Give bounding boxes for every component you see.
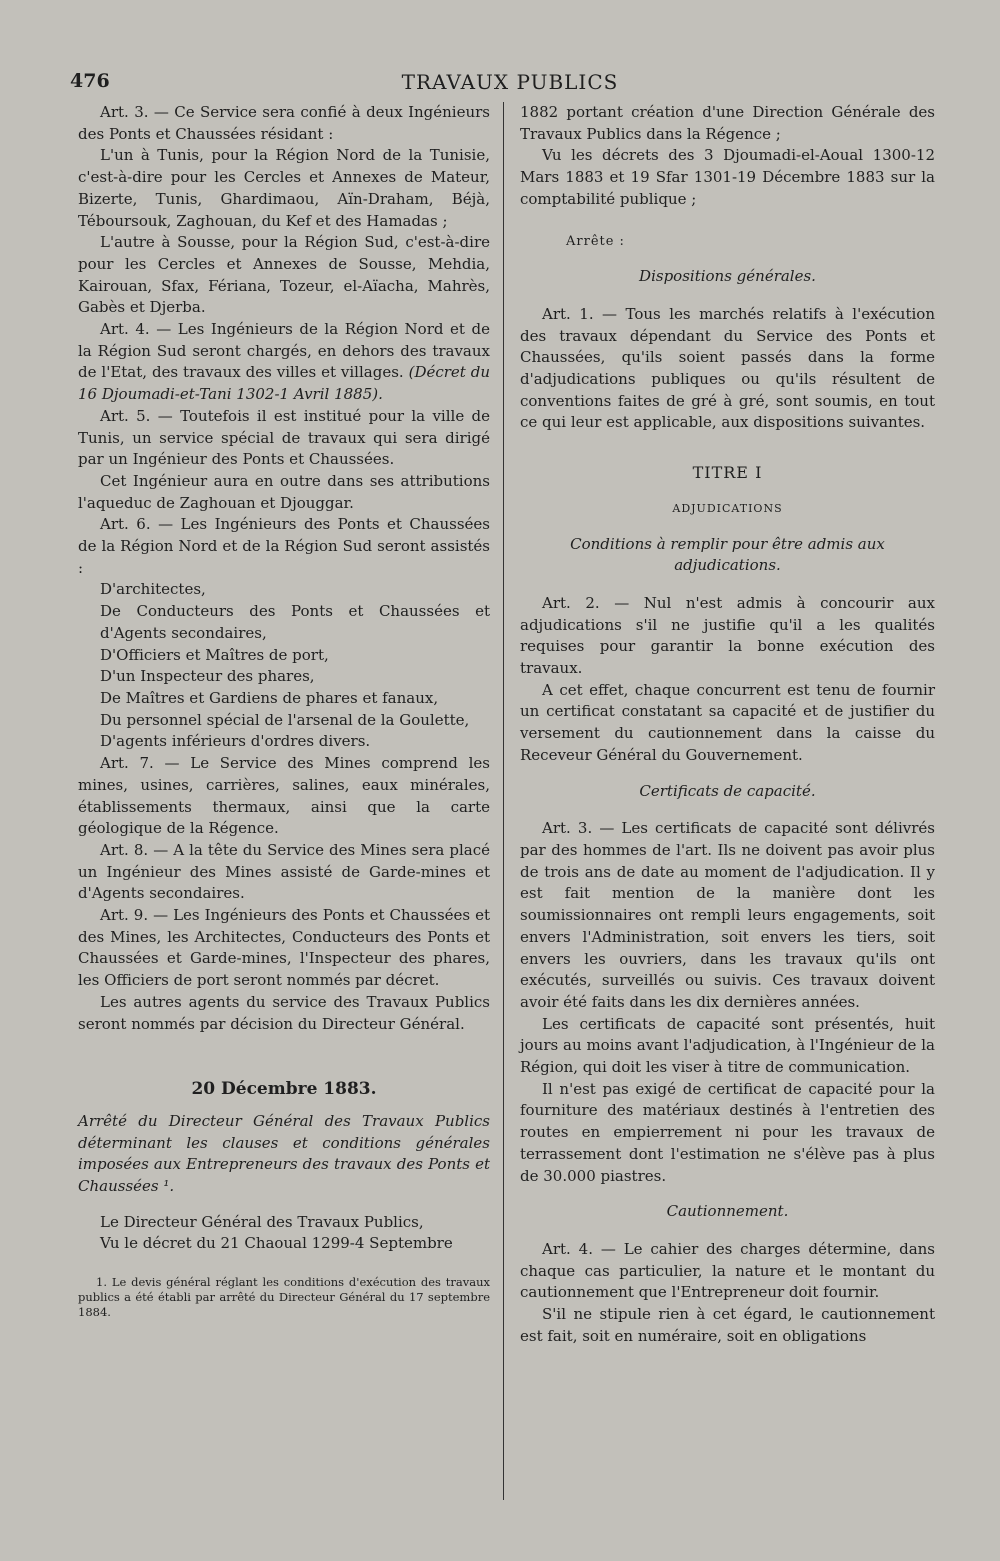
paragraph: Vu le décret du 21 Chaoual 1299-4 Septembre — [100, 1234, 453, 1253]
section-heading: Dispositions générales. — [639, 267, 816, 286]
list-item: De Conducteurs des Ponts et Chaussées et d'Agents secondaires, — [100, 602, 490, 642]
paragraph: Art. 4. — Le cahier des charges détermine, dans chaque cas particulier, la nature et le montant du cautionnement que l'Entrepreneur doit fournir. — [520, 1239, 935, 1302]
list-item: D'Officiers et Maîtres de port, — [100, 645, 329, 664]
paragraph: Art. 3. — Les certificats de capacité sont délivrés par des hommes de l'art. Ils ne doivent pas avoir plus de trois ans de date au moment de l'adjudication. Il y est fait mention de la manière dont les soumissionnaires ont rempli leurs engagements, soit envers l'Administration, soit envers les tiers, soit envers les ouvriers, dans les travaux qu'ils ont exécutés, surveillés ou suivis. Ces travaux doivent avoir été faits dans les dix dernières années. — [520, 819, 935, 1011]
paragraph: Art. 7. — Le Service des Mines comprend les mines, usines, carrières, salines, eaux minérales, établissements thermaux, ainsi que la carte géologique de la Régence. — [78, 754, 490, 838]
paragraph: Art. 9. — Les Ingénieurs des Ponts et Chaussées et des Mines, les Architectes, Conducteurs des Ponts et Chaussées et Garde-mines, l'Inspecteur des phares, les Officiers de port seront nommés par décret. — [78, 906, 490, 990]
paragraph: Art. 2. — Nul n'est admis à concourir aux adjudications s'il ne justifie qu'il a les qualités requises pour garantir la bonne exécution des travaux. — [520, 593, 935, 678]
paragraph: Art. 3. — Ce Service sera confié à deux Ingénieurs des Ponts et Chaussées résidant : — [78, 103, 490, 143]
paragraph: Art. 1. — Tous les marchés relatifs à l'exécution des travaux dépendant du Service des Ponts et Chaussées, qu'ils soient passés dans la forme d'adjudications publiques ou qu'ils résultent de conventions faites de gré à gré, sont soumis, en tout ce qui leur est applicable, aux dispositions suivantes. — [520, 304, 935, 432]
section-heading: Conditions à remplir pour être admis aux adjudications. — [570, 534, 885, 575]
paragraph: L'un à Tunis, pour la Région Nord de la Tunisie, c'est-à-dire pour les Cercles et Annexes de Mateur, Bizerte, Tunis, Ghardimaou, Aïn-Draham, Béjà, Téboursouk, Zaghouan, du Kef et des Hamadas ; — [78, 146, 490, 230]
list-item: De Maîtres et Gardiens de phares et fanaux, — [100, 688, 439, 707]
spacer — [78, 1198, 490, 1212]
section-heading: Certificats de capacité. — [639, 781, 816, 800]
paragraph: Le Directeur Général des Travaux Publics, — [100, 1212, 424, 1231]
list-item: D'agents inférieurs d'ordres divers. — [100, 732, 371, 751]
page-number: 476 — [70, 70, 110, 92]
list-item: D'architectes, — [100, 580, 206, 599]
paragraph: A cet effet, chaque concurrent est tenu de fournir un certificat constatant sa capacité et de justifier du versement du cautionnement dans la caisse du Receveur Général du Gouvernement. — [520, 680, 935, 764]
left-column — [78, 102, 490, 1332]
paragraph: 1882 portant création d'une Direction Générale des Travaux Publics dans la Régence ; — [520, 103, 935, 143]
footnote: 1. Le devis général réglant les conditions d'exécution des travaux publics a été établi par arrêté du Directeur Général du 17 septembre 1884. — [78, 1275, 490, 1320]
running-title: TRAVAUX PUBLICS — [401, 70, 619, 94]
titre-heading: TITRE I — [692, 463, 763, 483]
paragraph: L'autre à Sousse, pour la Région Sud, c'est-à-dire pour les Cercles et Annexes de Sousse, Mehdia, Kairouan, Sfax, Fériana, Tozeur, el-Aïacha, Mahrès, Gabès et Djerba. — [78, 233, 490, 317]
section-heading: Cautionnement. — [666, 1202, 789, 1221]
paragraph: Art. 8. — A la tête du Service des Mines sera placé un Ingénieur des Mines assisté de Garde-mines et d'Agents secondaires. — [78, 840, 490, 903]
arrete-label: Arrête : — [566, 233, 625, 249]
paragraph: Art. 5. — Toutefois il est institué pour la ville de Tunis, un service spécial de travaux qui sera dirigé par un Ingénieur des Ponts et Chaussées. — [78, 406, 490, 469]
paragraph: Les certificats de capacité sont présentés, huit jours au moins avant l'adjudication, à l'Ingénieur de la Région, qui doit les viser à titre de communication. — [520, 1014, 935, 1077]
paragraph — [78, 319, 490, 406]
paragraph: S'il ne stipule rien à cet égard, le cautionnement est fait, soit en numéraire, soit en obligations — [520, 1305, 935, 1345]
decree-reference: (Décret du 16 Djoumadi-et-Tani 1302-1 Avril 1885). — [78, 363, 491, 404]
page-header — [70, 70, 950, 100]
arrete-title: Arrêté du Directeur Général des Travaux Publics déterminant les clauses et conditions générales imposées aux Entrepreneurs des travaux des Ponts et Chaussées ¹. — [78, 1111, 490, 1196]
column-divider — [503, 102, 504, 1500]
list-item: D'un Inspecteur des phares, — [100, 667, 315, 686]
paragraph: Vu les décrets des 3 Djoumadi-el-Aoual 1300-12 Mars 1883 et 19 Sfar 1301-19 Décembre 1883 sur la comptabilité publique ; — [520, 146, 935, 208]
paragraph-text: Art. 4. — Les Ingénieurs de la Région Nord et de la Région Sud seront chargés, en dehors des travaux de l'Etat, des travaux des villes et villages. — [78, 320, 490, 382]
adjudications-heading: ADJUDICATIONS — [672, 501, 783, 515]
right-column — [520, 102, 935, 1347]
paragraph: Art. 6. — Les Ingénieurs des Ponts et Chaussées de la Région Nord et de la Région Sud seront assistés : — [78, 515, 490, 577]
paragraph: Cet Ingénieur aura en outre dans ses attributions l'aqueduc de Zaghouan et Djouggar. — [78, 471, 490, 512]
list-item: Du personnel spécial de l'arsenal de la Goulette, — [100, 710, 470, 729]
paragraph: Les autres agents du service des Travaux Publics seront nommés par décision du Directeur Général. — [78, 992, 490, 1033]
paragraph: Il n'est pas exigé de certificat de capacité pour la fourniture des matériaux destinés à l'entretien des routes en empierrement ni pour les travaux de terrassement dont l'estimation ne s'élève pas à plus de 30.000 piastres. — [520, 1079, 935, 1185]
date-heading: 20 Décembre 1883. — [191, 1079, 377, 1100]
